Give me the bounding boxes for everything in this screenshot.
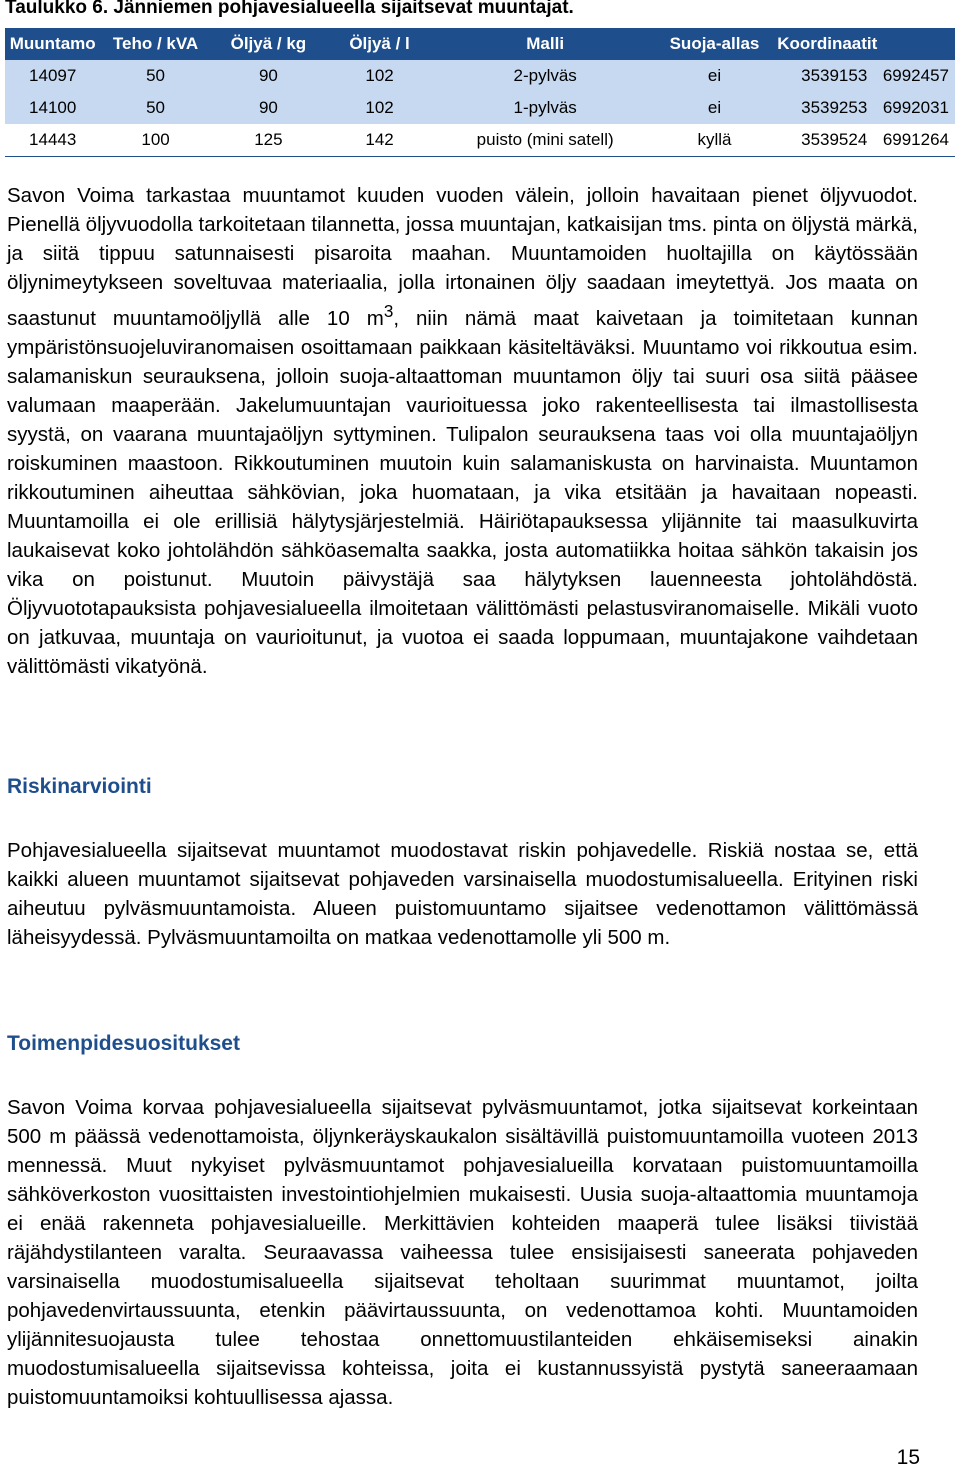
table-row (5, 60, 955, 92)
table-cell: kyllä (657, 124, 771, 157)
table-cell: 102 (326, 60, 433, 92)
table-cell: 3539153 (772, 60, 878, 92)
column-header-oljya-kg: Öljyä / kg (211, 28, 326, 60)
section-heading-toimenpidesuositukset: Toimenpidesuositukset (7, 1032, 240, 1055)
table-cell: 102 (326, 92, 433, 124)
body-paragraph-risk: Pohjavesialueella sijaitsevat muuntamot muodostavat riskin pohjavedelle. Riskiä nostaa se, että kaikki alueen muuntamot sijaitsevat pohjaveden varsinaisella muodostumisalueella. Erityinen riski aiheutuu pylväsmuuntamoista. Alueen puistomuuntamo sijaitsee vedenottamon välittömässä läheisyydessä. Pylväsmuuntamoilta on matkaa vedenottamolle yli 500 m. (7, 839, 918, 949)
body-paragraph-recommendations: Savon Voima korvaa pohjavesialueella sijaitsevat pylväsmuuntamot, jotka sijaitsevat korkeintaan 500 m päässä vedenottamoista, öljynkeräyskaukalon sisältävillä puistomuuntamoilla vuoteen 2013 mennessä. Muut nykyiset pylväsmuuntamot pohjavesialueilla korvataan puistomuuntamoilla sähköverkoston vuosittaisten investointiohjelmien mukaisesti. Uusia suoja-altaattomia muuntamoja ei enää rakenneta pohjavesialueille. Merkittävien kohteiden maaperä tulee lisäksi tiivistää räjähdystilanteen varalta. Seuraavassa vaiheessa tulee ensisijaisesti saneerata pohjaveden varsinaisella muodostumisalueella sijaitsevat teholtaan suurimmat muuntamot, joilta pohjavedenvirtaussuunta, etenkin päävirtaussuunta, on vedenottamoa kohti. Muuntamoiden ylijännitesuojausta tulee tehostaa onnettomuustilanteiden ehkäisemiseksi ainakin muodostumisalueella sijaitsevissa kohteissa, joita ei kustannussyistä pystytä saneeraamaan puistomuuntamoiksi kohtuullisessa ajassa. (7, 1096, 918, 1409)
table-cell: 1-pylväs (433, 92, 657, 124)
table-cell: 6992457 (877, 60, 955, 92)
superscript: 3 (383, 302, 394, 321)
paragraph-text: , niin nämä maat kaivetaan ja toimitetaan kunnan ympäristönsuojeluviranomaisen osoittamaan paikkaan käsiteltäväksi. Muuntamo voi rikkoutua esim. salamaniskun seurauksena, jolloin suoja-altaattoman muuntamon öljy tai suuri osa siitä pääsee valumaan maaperään. Jakelumuuntajan vaurioituessa joko rakenteellisesta tai ilmastollisesta syystä, on vaarana muuntajaöljyn syttyminen. Tulipalon seurauksena taas voi olla muuntajaöljyn roiskuminen maastoon. Rikkoutuminen muutoin kuin salamaniskusta on harvinaista. Muuntamon rikkoutuminen aiheuttaa sähkövian, joka huomataan, ja vika etsitään ja havaitaan nopeasti. Muuntamoilla ei ole erillisiä hälytysjärjestelmiä. Häiriötapauksessa ylijännite tai maasulkuvirta laukaisevat koko johtolähdön sähköasemalta saakka, josta automatiikka hoitaa sähkön takaisin jos vika on poistunut. Muutoin päivystäjä saa hälytyksen lauenneesta johtolähdöstä. Öljyvuototapauksista pohjavesialueella ilmoitetaan välittömästi pelastusviranomaiselle. Mikäli vuoto on jatkuvaa, muuntaja on vaurioitunut, ja vuotoa ei saada loppumaan, muuntajakone vaihdetaan välittömästi vikatyönä. (7, 306, 919, 678)
table-cell: 14100 (5, 92, 100, 124)
column-header-teho: Teho / kVA (100, 28, 210, 60)
page-number: 15 (896, 1446, 920, 1469)
table-cell: 142 (326, 124, 433, 157)
transformer-table (5, 28, 955, 157)
column-header-koordinaatit: Koordinaatit (772, 28, 878, 60)
table-row (5, 92, 955, 124)
paragraph-text: Savon Voima tarkastaa muuntamot kuuden vuoden välein, jolloin havaitaan pienet öljyvuodot. Pienellä öljyvuodolla tarkoitetaan tilannetta, jossa muuntajan, katkaisijan tms. pinta on öljystä märkä, ja siitä tippuu satunnaisesti pisaroita maahan. Muuntamoiden huoltajilla on käytössään öljynimeytykseen soveltuvaa materiaalia, jolla irtonainen öljy saadaan imeytettyä. Jos maata on saastunut muuntamoöljyllä alle 10 m (7, 184, 918, 330)
table-cell: 6992031 (877, 92, 955, 124)
table-cell: ei (657, 60, 771, 92)
table-caption: Taulukko 6. Jänniemen pohjavesialueella sijaitsevat muuntajat. (5, 0, 574, 18)
table-cell: 125 (211, 124, 326, 157)
table-header-row (5, 28, 955, 60)
table-cell: 90 (211, 60, 326, 92)
column-header-malli: Malli (433, 28, 657, 60)
column-header-koordinaatit-2 (877, 28, 955, 60)
column-header-suoja-allas: Suoja-allas (657, 28, 771, 60)
table-cell: 90 (211, 92, 326, 124)
body-paragraph-inspection (7, 181, 918, 681)
table-cell: puisto (mini satell) (433, 124, 657, 157)
table-cell: 6991264 (877, 124, 955, 157)
column-header-muuntamo: Muuntamo (5, 28, 100, 60)
table-cell: 3539524 (772, 124, 878, 157)
table-cell: 50 (100, 92, 210, 124)
table-cell: 14097 (5, 60, 100, 92)
table-cell: 2-pylväs (433, 60, 657, 92)
column-header-oljya-l: Öljyä / l (326, 28, 433, 60)
table-cell: ei (657, 92, 771, 124)
table-cell: 50 (100, 60, 210, 92)
table-cell: 100 (100, 124, 210, 157)
table-cell: 3539253 (772, 92, 878, 124)
table-cell: 14443 (5, 124, 100, 157)
section-heading-riskinarviointi: Riskinarviointi (7, 775, 152, 798)
table-row (5, 124, 955, 157)
